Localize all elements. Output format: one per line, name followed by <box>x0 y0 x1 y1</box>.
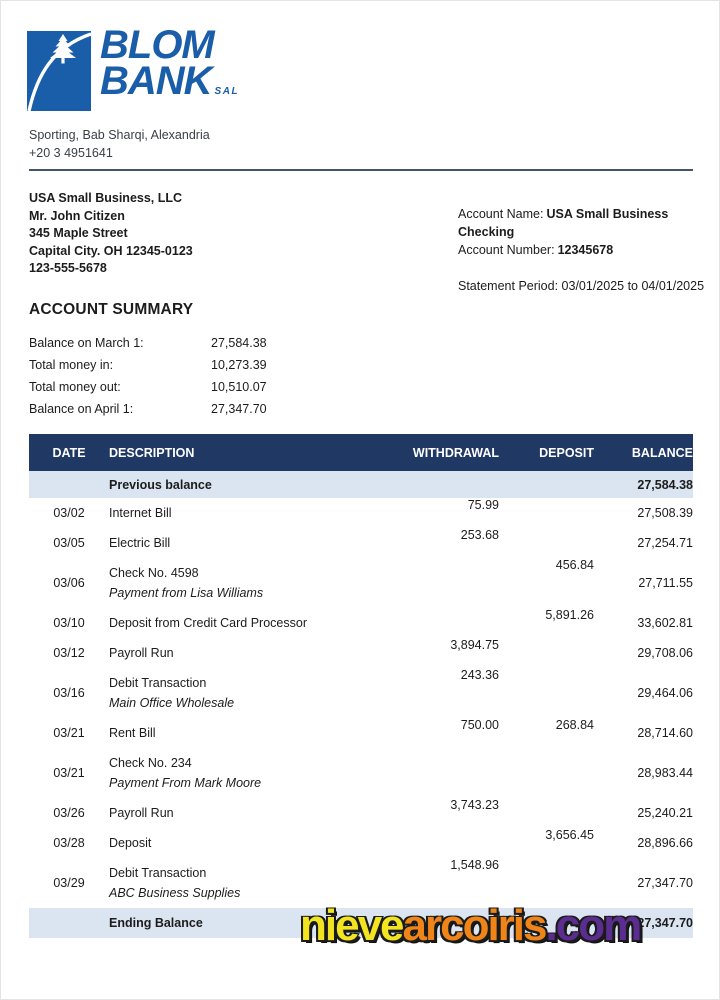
branch-contact-block <box>29 126 210 162</box>
txn-desc: Deposit <box>109 836 152 850</box>
txn-withdrawal: 1,548.96 <box>450 858 499 872</box>
account-number-line: Account Number: 12345678 <box>458 243 614 257</box>
txn-balance: 28,896.66 <box>637 836 693 850</box>
previous-balance-row <box>29 471 693 498</box>
txn-desc2: Payment from Lisa Williams <box>109 586 264 600</box>
bank-logo-wordmark <box>100 23 240 110</box>
transaction-row <box>29 828 693 858</box>
account-summary-title: ACCOUNT SUMMARY <box>29 301 194 318</box>
txn-balance: 27,711.55 <box>638 576 693 590</box>
txn-date: 03/16 <box>53 686 85 700</box>
txn-desc2: Payment From Mark Moore <box>109 776 262 790</box>
txn-desc: Check No. 4598 <box>109 566 199 580</box>
transactions-table <box>29 434 693 938</box>
txn-deposit: 5,891.26 <box>545 608 594 622</box>
txn-date: 03/26 <box>53 806 85 820</box>
transaction-row <box>29 748 693 798</box>
txn-desc: Internet Bill <box>109 506 172 520</box>
customer-phone: 123-555-5678 <box>29 261 107 276</box>
customer-address-block <box>29 190 193 278</box>
summary-label: Balance on April 1: <box>29 402 134 416</box>
account-info-block <box>458 205 719 295</box>
site-watermark <box>300 901 641 950</box>
txn-desc2: ABC Business Supplies <box>109 886 241 900</box>
customer-contact: Mr. John Citizen <box>29 208 125 223</box>
txn-deposit <box>499 668 594 718</box>
transactions-header-row <box>29 434 693 471</box>
txn-balance: 28,983.44 <box>637 766 693 780</box>
summary-label: Total money out: <box>29 380 121 394</box>
watermark-part3: .com <box>545 901 641 950</box>
watermark-part1: nieve <box>300 901 403 950</box>
summary-value: 10,510.07 <box>211 380 267 394</box>
txn-deposit <box>499 638 594 668</box>
summary-label: Total money in: <box>29 358 114 372</box>
txn-deposit <box>499 498 594 528</box>
account-name-line: Account Name: USA Small Business Checking <box>458 207 669 239</box>
txn-balance: 27,508.39 <box>637 506 693 520</box>
summary-label: Balance on March 1: <box>29 336 144 350</box>
summary-row <box>29 354 267 376</box>
statement-period-value: 03/01/2025 to 04/01/2025 <box>561 279 705 293</box>
txn-desc: Debit Transaction <box>109 676 207 690</box>
branch-phone: +20 3 4951641 <box>29 146 113 160</box>
summary-row <box>29 332 267 354</box>
column-header-description: DESCRIPTION <box>109 434 359 471</box>
txn-deposit: 268.84 <box>555 718 594 732</box>
transaction-row <box>29 558 693 608</box>
transaction-row <box>29 528 693 558</box>
branch-address: Sporting, Bab Sharqi, Alexandria <box>29 128 210 142</box>
column-header-balance: BALANCE <box>594 434 693 471</box>
txn-withdrawal: 253.68 <box>460 528 499 542</box>
txn-balance: 25,240.21 <box>637 806 693 820</box>
txn-desc: Electric Bill <box>109 536 171 550</box>
txn-desc: Payroll Run <box>109 646 174 660</box>
txn-withdrawal <box>359 828 499 858</box>
transaction-row <box>29 718 693 748</box>
txn-balance: 33,602.81 <box>637 616 693 630</box>
txn-deposit: 3,656.45 <box>545 828 594 842</box>
summary-rows <box>29 332 267 420</box>
transaction-row <box>29 798 693 828</box>
account-number-value: 12345678 <box>557 243 614 257</box>
txn-desc: Debit Transaction <box>109 866 207 880</box>
bank-logo <box>27 23 240 111</box>
txn-desc: Rent Bill <box>109 726 156 740</box>
transaction-row <box>29 638 693 668</box>
txn-withdrawal <box>359 748 499 798</box>
cedar-tree-swoosh-icon <box>27 31 91 111</box>
txn-withdrawal: 75.99 <box>467 498 499 512</box>
header-divider <box>29 169 693 171</box>
logo-sal-suffix: SAL <box>214 86 240 97</box>
txn-withdrawal: 3,743.23 <box>450 798 499 812</box>
txn-balance: 27,254.71 <box>637 536 693 550</box>
summary-value: 27,584.38 <box>211 336 267 350</box>
txn-deposit <box>499 748 594 798</box>
watermark-part2: arcoiris <box>402 901 546 950</box>
transaction-row <box>29 668 693 718</box>
previous-balance-label: Previous balance <box>109 471 359 498</box>
statement-period-line: Statement Period: 03/01/2025 to 04/01/2025 <box>458 279 705 293</box>
txn-balance: 29,708.06 <box>637 646 693 660</box>
customer-street: 345 Maple Street <box>29 226 128 241</box>
txn-desc2: Main Office Wholesale <box>109 696 235 710</box>
txn-desc: Payroll Run <box>109 806 174 820</box>
customer-name: USA Small Business, LLC <box>29 191 183 205</box>
txn-date: 03/12 <box>53 646 85 660</box>
account-name-value: USA Small Business Checking <box>458 207 669 239</box>
txn-deposit <box>499 528 594 558</box>
txn-balance: 29,464.06 <box>637 686 693 700</box>
column-header-withdrawal: WITHDRAWAL <box>359 434 499 471</box>
summary-row <box>29 398 267 420</box>
summary-row <box>29 376 267 398</box>
txn-withdrawal <box>359 608 499 638</box>
column-header-date: DATE <box>29 434 109 471</box>
txn-deposit <box>499 798 594 828</box>
logo-line1: BLOM <box>100 23 214 67</box>
transaction-row <box>29 608 693 638</box>
summary-value: 10,273.39 <box>211 358 267 372</box>
customer-city: Capital City. OH 12345-0123 <box>29 243 193 258</box>
transaction-row <box>29 498 693 528</box>
txn-balance: 27,347.70 <box>637 876 693 890</box>
ending-balance-value: 27,347.70 <box>594 908 693 938</box>
logo-line2: BANK SAL <box>100 59 240 103</box>
previous-balance-value: 27,584.38 <box>594 471 693 498</box>
txn-date: 03/10 <box>53 616 85 630</box>
txn-desc: Check No. 234 <box>109 756 192 770</box>
txn-withdrawal: 243.36 <box>460 668 499 682</box>
txn-date: 03/05 <box>53 536 85 550</box>
column-header-deposit: DEPOSIT <box>499 434 594 471</box>
transactions-body <box>29 434 693 938</box>
txn-date: 03/28 <box>53 836 85 850</box>
txn-date: 03/21 <box>53 766 85 780</box>
txn-date: 03/02 <box>53 506 85 520</box>
summary-value: 27,347.70 <box>211 402 267 416</box>
txn-deposit: 456.84 <box>555 558 594 572</box>
ending-balance-label: Ending Balance <box>109 908 359 938</box>
txn-date: 03/06 <box>53 576 85 590</box>
txn-date: 03/21 <box>53 726 85 740</box>
txn-desc: Deposit from Credit Card Processor <box>109 616 307 630</box>
txn-date: 03/29 <box>53 876 85 890</box>
txn-withdrawal: 3,894.75 <box>450 638 499 652</box>
txn-balance: 28,714.60 <box>637 726 693 740</box>
txn-withdrawal: 750.00 <box>460 718 499 732</box>
txn-withdrawal <box>359 558 499 608</box>
